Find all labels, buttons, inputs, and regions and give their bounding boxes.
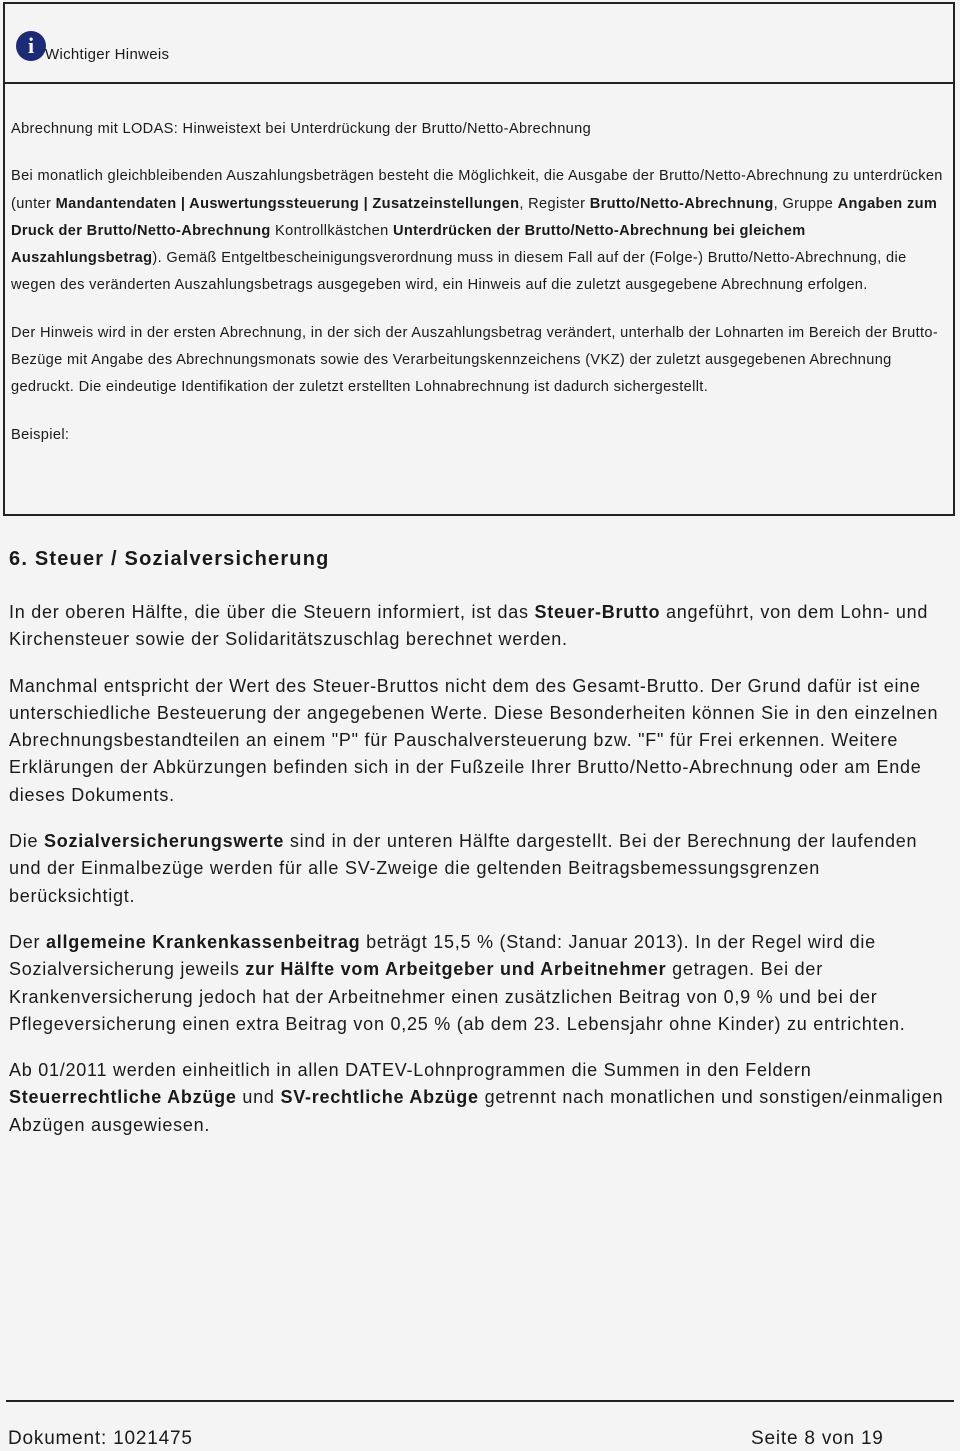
footer-divider: [6, 1400, 954, 1402]
text: Kontrollkästchen: [270, 222, 393, 239]
text: Ab 01/2011 werden einheitlich in allen DATEV-Lohnprogrammen die Summen in den Feldern: [9, 1060, 812, 1081]
bold-text: Steuerrechtliche Abzüge: [9, 1087, 237, 1108]
bold-text: Steuer-Brutto: [534, 602, 661, 622]
paragraph: [11, 116, 947, 143]
info-icon: i: [16, 31, 46, 61]
text: Bei monatlich gleichbleibenden Auszahlungsbeträgen besteht die Möglichkeit, die Ausgabe der Brutto/Netto-Abrechnung zu unterdrücken (unter: [11, 168, 943, 212]
footer-document-number: Dokument: 1021475: [8, 1428, 193, 1449]
section-body: [9, 599, 949, 1139]
text: Der: [9, 931, 47, 952]
section-heading: 6. Steuer / Sozialversicherung: [9, 548, 330, 570]
paragraph: [9, 599, 949, 654]
bold-text: Unterdrücken der Brutto/Netto-Abrechnung bei gleichem Auszahlungsbetrag: [11, 222, 806, 267]
bold-text: Sozialversicherungswerte: [44, 831, 285, 852]
bold-text: SV-rechtliche Abzüge: [280, 1087, 479, 1108]
bold-text: zur Hälfte vom Arbeitgeber und Arbeitnehmer: [245, 959, 667, 980]
text: Abrechnung mit LODAS: Hinweistext bei Unterdrückung der Brutto/Netto-Abrechnung: [11, 121, 592, 137]
important-notice-box: [3, 2, 955, 516]
paragraph: [9, 673, 949, 809]
notice-header: [5, 4, 953, 84]
text: Beispiel:: [11, 426, 70, 443]
text: , Register: [519, 195, 590, 212]
text: angeführt, von dem Lohn- und Kirchensteuer sowie der Solidaritätszuschlag berechnet werden.: [9, 602, 929, 650]
paragraph: [11, 320, 947, 402]
text: Die: [9, 831, 45, 852]
section-steuer-sozialversicherung: [9, 548, 949, 1158]
text: , Gruppe: [773, 195, 838, 212]
bold-text: Angaben zum Druck der Brutto/Netto-Abrechnung: [11, 195, 938, 239]
bold-text: allgemeine Krankenkassenbeitrag: [46, 931, 361, 952]
footer-page-number: Seite 8 von 19: [751, 1428, 884, 1449]
text: beträgt 15,5 % (Stand: Januar 2013). In der Regel wird die Sozialversicherung jeweils: [9, 931, 876, 980]
paragraph: [9, 1057, 949, 1139]
text: In der oberen Hälfte, die über die Steuern informiert, ist das: [9, 602, 535, 622]
paragraph: [11, 422, 947, 449]
text: Der Hinweis wird in der ersten Abrechnung, in der sich der Auszahlungsbetrag verändert, unterhalb der Lohnarten im Bereich der Brutto-Bezüge mit Angabe des Abrechnungsmonats sowie des Verarbeitungskennzeichens (VKZ) der zuletzt ausgegebenen Abrechnung gedruckt. Die eindeutige Identifikation der zuletzt erstellten Lohnabrechnung ist dadurch sichergestellt.: [11, 324, 939, 396]
text: getragen. Bei der Krankenversicherung jedoch hat der Arbeitnehmer einen zusätzlichen Beitrag von 0,9 % und bei der Pflegeversicherung einen extra Beitrag von 0,25 % (ab dem 23. Lebensjahr ohne Kinder) zu entrichten.: [9, 959, 906, 1034]
text: ). Gemäß Entgeltbescheinigungsverordnung muss in diesem Fall auf der (Folge-) Brutto/Netto-Abrechnung, die wegen des veränderten Auszahlungsbetrags ausgegeben wird, ein Hinweis auf die zuletzt ausgegebene Abrechnung erfolgen.: [11, 250, 907, 294]
text: sind in der unteren Hälfte dargestellt. Bei der Berechnung der laufenden und der Einmalbezüge werden für alle SV-Zweige die geltenden Beitragsbemessungsgrenzen berücksichtigt.: [9, 831, 918, 906]
text: getrennt nach monatlichen und sonstigen/einmaligen Abzügen ausgewiesen.: [9, 1087, 944, 1135]
notice-title: Wichtiger Hinweis: [45, 46, 170, 63]
text: und: [236, 1087, 281, 1108]
paragraph: [9, 828, 949, 910]
bold-text: Mandantendaten | Auswertungssteuerung | Zusatzeinstellungen: [55, 195, 520, 212]
paragraph: [11, 163, 947, 299]
paragraph: [9, 929, 949, 1038]
notice-body: [5, 84, 953, 514]
text: Manchmal entspricht der Wert des Steuer-Bruttos nicht dem des Gesamt-Brutto. Der Grund dafür ist eine unterschiedliche Besteuerung der angegebenen Werte. Diese Besonderheiten können Sie in den einzelnen Abrechnungsbestandteilen an einem "P" für Pauschalversteuerung bzw. "F" für Frei erkennen. Weitere Erklärungen der Abkürzungen befinden sich in der Fußzeile Ihrer Brutto/Netto-Abrechnung oder am Ende dieses Dokuments.: [9, 675, 939, 805]
bold-text: Brutto/Netto-Abrechnung: [589, 195, 774, 212]
